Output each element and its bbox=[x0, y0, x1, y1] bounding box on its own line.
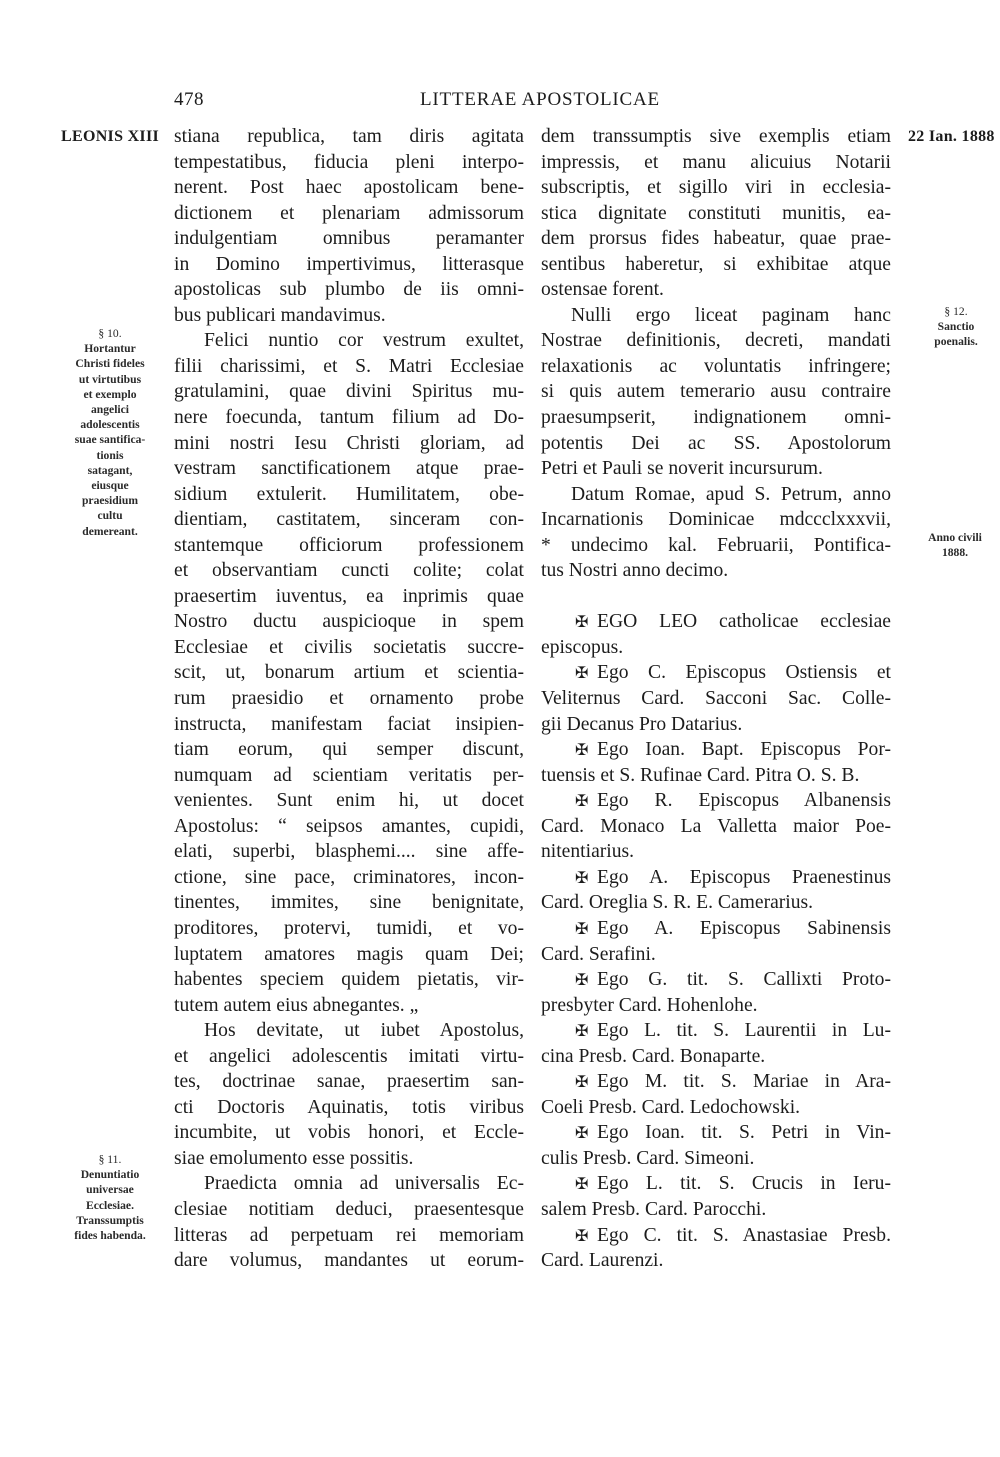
left-text-column bbox=[174, 124, 524, 1274]
sidenote-line: Hortantur bbox=[84, 342, 136, 356]
sidenote-line: angelici bbox=[91, 403, 129, 417]
text-line: incumbite, ut vobis honori, et Eccle- bbox=[174, 1122, 524, 1144]
text-line: praesumpserit, indignationem omni- bbox=[541, 407, 891, 429]
signature-text: Ego Ioan. tit. S. Petri in Vin- bbox=[597, 1122, 891, 1144]
text-line: numquam ad scientiam veritatis per- bbox=[174, 764, 524, 786]
text-line: tutem autem eius abnegantes. „ bbox=[174, 994, 419, 1016]
sidenote-line: Ecclesiae. bbox=[86, 1198, 134, 1212]
sidenote-line: cultu bbox=[97, 509, 123, 523]
text-line: sentibus haberetur, si exhibitae atque bbox=[541, 253, 891, 275]
text-line: nere foecunda, tantum filium ad Do- bbox=[174, 407, 524, 429]
text-line: et angelici adolescentis imitati virtu- bbox=[174, 1045, 524, 1067]
signature-line bbox=[541, 1018, 891, 1044]
sidenote-line: § 11. bbox=[98, 1153, 122, 1166]
sidenote-12 bbox=[916, 304, 996, 350]
text-line: litteras ad perpetuam rei memoriam bbox=[174, 1224, 524, 1246]
signature-line bbox=[541, 865, 891, 891]
text-line: cti Doctoris Aquinatis, totis viribus bbox=[174, 1096, 524, 1118]
text-line: Praedicta omnia ad universalis Ec- bbox=[204, 1173, 524, 1195]
text-line: stantemque officiorum professionem bbox=[174, 534, 524, 556]
sidenote-line: satagant, bbox=[87, 463, 133, 477]
sidenote-line: Sanctio bbox=[937, 320, 975, 334]
text-line: dem prorsus fides habeatur, quae prae- bbox=[541, 228, 891, 250]
text-line: stica dignitate constituti munitis, ea- bbox=[541, 202, 891, 224]
text-line: Card. Serafini. bbox=[541, 943, 656, 965]
cross-icon: ✠ bbox=[575, 920, 589, 938]
text-line: Apostolus: “ seipsos amantes, cupidi, bbox=[174, 815, 524, 837]
running-title: LITTERAE APOSTOLICAE bbox=[420, 89, 660, 110]
signature-text: Ego L. tit. S. Laurentii in Lu- bbox=[597, 1020, 891, 1042]
text-line: indulgentiam omnibus peramanter bbox=[174, 228, 524, 250]
cross-icon: ✠ bbox=[575, 793, 589, 811]
text-line: luptatem amatores magis quam Dei; bbox=[174, 943, 524, 965]
text-line: et observantiam cuncti colite; colat bbox=[174, 560, 524, 582]
page-number: 478 bbox=[174, 89, 204, 110]
sidenote-line: § 12. bbox=[944, 305, 968, 318]
text-line: salem Presb. Card. Parocchi. bbox=[541, 1198, 767, 1220]
right-text-column bbox=[541, 124, 891, 1274]
text-line: siae emolumento esse possitis. bbox=[174, 1147, 414, 1169]
text-line: Hos devitate, ut iubet Apostolus, bbox=[204, 1020, 524, 1042]
cross-icon: ✠ bbox=[575, 665, 589, 683]
text-line: Nulli ergo liceat paginam hanc bbox=[571, 304, 891, 326]
sidenote-line: Transsumptis bbox=[76, 1213, 144, 1227]
text-line: dem transsumptis sive exemplis etiam bbox=[541, 126, 891, 147]
text-line: cina Presb. Card. Bonaparte. bbox=[541, 1045, 766, 1067]
signature-line bbox=[541, 1120, 891, 1146]
text-line: Card. Monaco La Valletta maior Poe- bbox=[541, 815, 891, 837]
text-line: Card. Laurenzi. bbox=[541, 1250, 664, 1272]
text-line: proditores, protervi, tumidi, et vo- bbox=[174, 917, 524, 939]
text-line: tinentes, immites, sine benignitate, bbox=[174, 892, 524, 914]
text-line: venientes. Sunt enim hi, ut docet bbox=[174, 790, 524, 812]
text-line: sidium extulerit. Humilitatem, obe- bbox=[174, 483, 524, 505]
sidenote-line: poenalis. bbox=[934, 335, 978, 349]
text-line: clesiae notitiam deduci, praesentesque bbox=[174, 1198, 524, 1220]
text-line: presbyter Card. Hohenlohe. bbox=[541, 994, 758, 1016]
signature-text: Ego L. tit. S. Crucis in Ieru- bbox=[597, 1173, 891, 1195]
text-line: tus Nostri anno decimo. bbox=[541, 560, 729, 582]
text-line: * undecimo kal. Februarii, Pontifica- bbox=[541, 534, 891, 556]
signature-text: Ego C. Episcopus Ostiensis et bbox=[597, 662, 891, 684]
sidenote-line: demereant. bbox=[82, 524, 138, 538]
text-line: filii charissimi, et S. Matri Ecclesiae bbox=[174, 355, 524, 377]
text-line: relaxationis ac voluntatis infringere; bbox=[541, 355, 891, 377]
signature-line bbox=[541, 1171, 891, 1197]
signature-line bbox=[541, 967, 891, 993]
cross-icon: ✠ bbox=[575, 1176, 589, 1194]
sidenote-line: suae santifica- bbox=[74, 433, 146, 447]
signature-text: Ego M. tit. S. Mariae in Ara- bbox=[597, 1071, 891, 1093]
text-line: impressis, et manu alicuius Notarii bbox=[541, 151, 891, 173]
signature-line bbox=[541, 1223, 891, 1249]
text-line: tes, doctrinae sanae, praesertim san- bbox=[174, 1071, 524, 1093]
signature-line bbox=[541, 788, 891, 814]
signature-text: Ego A. Episcopus Sabinensis bbox=[597, 917, 891, 939]
signature-text: Ego Ioan. Bapt. Episcopus Por- bbox=[597, 739, 891, 761]
signature-text: Ego R. Episcopus Albanensis bbox=[597, 790, 891, 812]
text-line: ostensae forent. bbox=[541, 279, 664, 301]
pope-name-head: LEONIS XIII bbox=[61, 128, 160, 145]
sidenote-line: eiusque bbox=[91, 479, 129, 493]
text-line: tempestatibus, fiducia pleni interpo- bbox=[174, 151, 524, 173]
cross-icon: ✠ bbox=[575, 869, 589, 887]
sidenote-10 bbox=[56, 326, 164, 539]
sidenote-line: fides habenda. bbox=[74, 1229, 146, 1243]
text-line: dare volumus, mandantes ut eorum- bbox=[174, 1250, 524, 1272]
signature-line bbox=[541, 737, 891, 763]
text-line: tiam eorum, qui semper discunt, bbox=[174, 739, 524, 761]
text-line: nerent. Post haec apostolicam bene- bbox=[174, 177, 524, 199]
cross-icon: ✠ bbox=[575, 1023, 589, 1041]
sidenote-line: universae bbox=[86, 1183, 134, 1197]
sidenote-anno bbox=[913, 530, 997, 560]
cross-icon: ✠ bbox=[575, 972, 589, 990]
sidenote-line: adolescentis bbox=[80, 418, 140, 432]
signature-line bbox=[541, 916, 891, 942]
text-line: Datum Romae, apud S. Petrum, anno bbox=[571, 483, 891, 505]
text-line: dictionem et plenariam admissorum bbox=[174, 202, 524, 224]
text-line: praesertim iuventus, ea inprimis quae bbox=[174, 585, 524, 607]
sidenote-line: et exemplo bbox=[83, 387, 137, 401]
text-line: dientiam, castitatem, sinceram con- bbox=[174, 509, 524, 531]
text-line: mini nostri Iesu Christi gloriam, ad bbox=[174, 432, 524, 454]
sidenote-line: tionis bbox=[96, 448, 124, 462]
sidenote-11 bbox=[52, 1152, 168, 1243]
sidenote-line: Christi fideles bbox=[75, 357, 145, 371]
text-line: Coeli Presb. Card. Ledochowski. bbox=[541, 1096, 801, 1118]
text-line: rum praesidio et ornamento probe bbox=[174, 688, 524, 710]
cross-icon: ✠ bbox=[575, 1125, 589, 1143]
text-line: Petri et Pauli se noverit incursurum. bbox=[541, 458, 823, 480]
text-line: Veliternus Card. Sacconi Sac. Colle- bbox=[541, 688, 891, 710]
text-line: episcopus. bbox=[541, 636, 624, 658]
sidenote-line: 1888. bbox=[941, 546, 969, 560]
spacer bbox=[541, 584, 891, 610]
text-line: elati, superbi, blasphemi.... sine affe- bbox=[174, 841, 524, 863]
text-line: Incarnationis Dominicae mdccclxxxvii, bbox=[541, 509, 891, 531]
text-line: Ecclesiae et civilis societatis succre- bbox=[174, 636, 524, 658]
signature-line bbox=[541, 660, 891, 686]
text-line: gratulamini, quae divini Spiritus mu- bbox=[174, 381, 524, 403]
cross-icon: ✠ bbox=[575, 614, 589, 632]
text-line: apostolicas sub plumbo de iis omni- bbox=[174, 279, 524, 301]
signature-text: Ego G. tit. S. Callixti Proto- bbox=[597, 969, 891, 991]
cross-icon: ✠ bbox=[575, 1227, 589, 1245]
sidenote-line: Denuntiatio bbox=[80, 1168, 140, 1182]
signature-line bbox=[541, 609, 891, 635]
text-line: Felici nuntio cor vestrum exultet, bbox=[204, 330, 524, 352]
signature-text: Ego C. tit. S. Anastasiae Presb. bbox=[597, 1224, 891, 1246]
text-line: scit, ut, bonarum artium et scientia- bbox=[174, 662, 524, 684]
sidenote-line: ut virtutibus bbox=[78, 372, 142, 386]
sidenote-line: praesidium bbox=[81, 494, 139, 508]
text-line: stiana republica, tam diris agitata bbox=[174, 126, 524, 147]
text-line: subscriptis, et sigillo viri in ecclesia- bbox=[541, 177, 891, 199]
text-line: si quis autem temerario ausu contraire bbox=[541, 381, 891, 403]
text-line: vestram sanctificationem atque prae- bbox=[174, 458, 524, 480]
date-head: 22 Ian. 1888 bbox=[908, 128, 995, 145]
text-line: instructa, manifestam faciat insipien- bbox=[174, 713, 524, 735]
sidenote-line: Anno civili bbox=[928, 531, 982, 544]
text-line: Card. Oreglia S. R. E. Camerarius. bbox=[541, 892, 814, 914]
cross-icon: ✠ bbox=[575, 742, 589, 760]
signature-text: EGO LEO catholicae ecclesiae bbox=[597, 611, 891, 633]
text-line: in Domino impertivimus, litterasque bbox=[174, 253, 524, 275]
text-line: Nostro ductu auspicioque in spem bbox=[174, 611, 524, 633]
text-line: gii Decanus Pro Datarius. bbox=[541, 713, 743, 735]
text-line: bus publicari mandavimus. bbox=[174, 304, 386, 326]
signature-text: Ego A. Episcopus Praenestinus bbox=[597, 866, 891, 888]
text-line: ctione, sine pace, criminatores, incon- bbox=[174, 866, 524, 888]
cross-icon: ✠ bbox=[575, 1074, 589, 1092]
text-line: nitentiarius. bbox=[541, 841, 635, 863]
sidenote-line: § 10. bbox=[98, 327, 122, 340]
text-line: tuensis et S. Rufinae Card. Pitra O. S. B. bbox=[541, 764, 860, 786]
text-line: potentis Dei ac SS. Apostolorum bbox=[541, 432, 891, 454]
text-line: habentes speciem quidem pietatis, vir- bbox=[174, 969, 524, 991]
text-line: culis Presb. Card. Simeoni. bbox=[541, 1147, 755, 1169]
signature-line bbox=[541, 1069, 891, 1095]
text-line: Nostrae definitionis, decreti, mandati bbox=[541, 330, 891, 352]
